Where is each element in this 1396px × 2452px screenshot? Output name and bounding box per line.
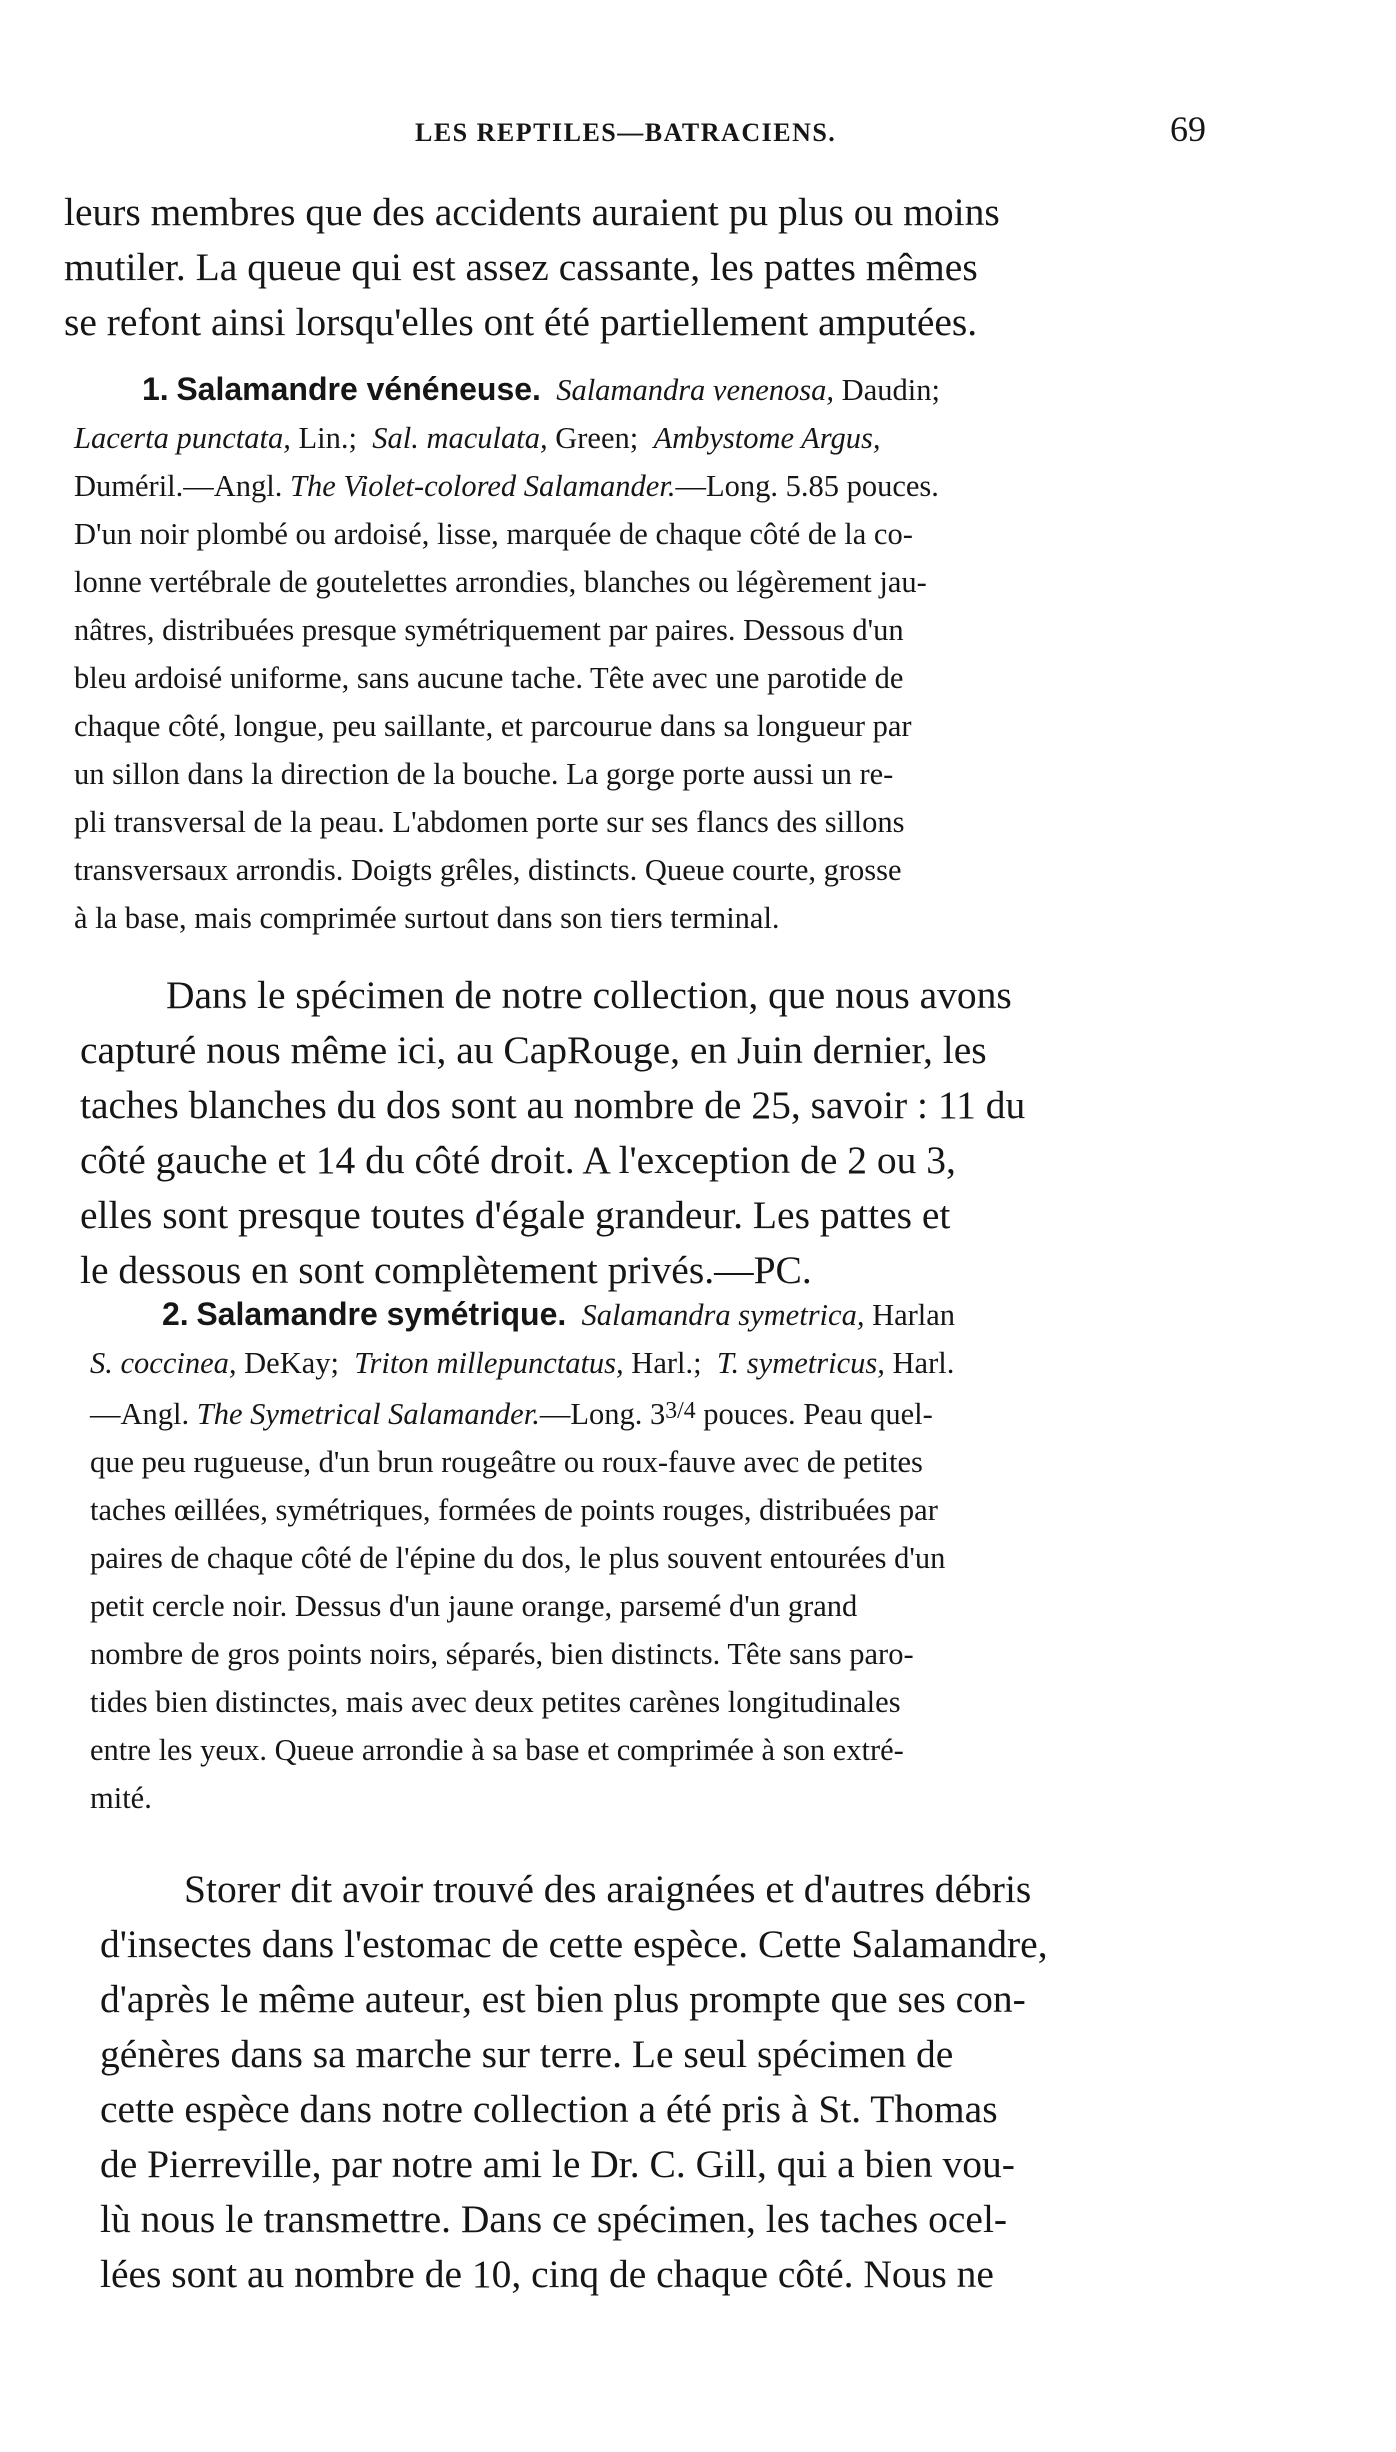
text-line: paires de chaque côté de l'épine du dos, le plus souvent entourées d'un: [90, 1540, 946, 1575]
text-line: taches blanches du dos sont au nombre de 25, savoir : 11 du: [80, 1083, 1026, 1127]
text-line: d'après le même auteur, est bien plus prompte que ses con-: [100, 1977, 1026, 2021]
text-line: un sillon dans la direction de la bouche. La gorge porte aussi un re-: [74, 757, 894, 791]
author: Lin.;: [298, 421, 357, 455]
page-number: 69: [1170, 109, 1206, 149]
scientific-name: Lacerta punctata,: [74, 421, 291, 455]
species-entry-2: [90, 1290, 955, 1822]
scientific-name: S. coccinea,: [90, 1346, 237, 1380]
text-line: génères dans sa marche sur terre. Le seul spécimen de: [100, 2032, 954, 2076]
text-line: d'insectes dans l'estomac de cette espèce. Cette Salamandre,: [100, 1922, 1048, 1966]
text-line: bleu ardoisé uniforme, sans aucune tache. Tête avec une parotide de: [74, 661, 904, 695]
text-line: transversaux arrondis. Doigts grêles, distincts. Queue courte, grosse: [74, 853, 902, 887]
text-line: tides bien distinctes, mais avec deux petites carènes longitudinales: [90, 1684, 901, 1719]
synonym-line: [90, 1339, 955, 1387]
text-line: petit cercle noir. Dessus d'un jaune orange, parsemé d'un grand: [90, 1588, 858, 1623]
text-line: lées sont au nombre de 10, cinq de chaque côté. Nous ne: [100, 2252, 994, 2296]
text-line: chaque côté, longue, peu saillante, et parcourue dans sa longueur par: [74, 709, 912, 743]
intro-paragraph: [64, 185, 1000, 350]
angl-label: —Angl.: [90, 1396, 190, 1431]
species-entry-1: [74, 365, 940, 942]
text-line: nâtres, distribuées presque symétriquement par paires. Dessous d'un: [74, 613, 904, 647]
text-line: le dessous en sont complètement privés.—PC.: [80, 1248, 812, 1292]
species-name: Salamandre symétrique.: [196, 1296, 567, 1332]
author: Harlan: [872, 1298, 956, 1332]
synonym-line: [74, 414, 940, 462]
text-line: taches œillées, symétriques, formées de points rouges, distribuées par: [90, 1492, 938, 1527]
scientific-name: Salamandra symetrica,: [581, 1298, 865, 1332]
text-line: entre les yeux. Queue arrondie à sa base et comprimée à son extré-: [90, 1732, 904, 1767]
text-line: lonne vertébrale de goutelettes arrondies, blanches ou légèrement jau-: [74, 565, 927, 599]
text-line: côté gauche et 14 du côté droit. A l'exception de 2 ou 3,: [80, 1138, 956, 1182]
text-line: lù nous le transmettre. Dans ce spécimen, les taches ocel-: [100, 2197, 1008, 2241]
scientific-name: Triton millepunctatus,: [354, 1346, 624, 1380]
english-name-line: [90, 1387, 955, 1438]
text-line: de Pierreville, par notre ami le Dr. C. Gill, qui a bien vou-: [100, 2142, 1015, 2186]
scientific-name: Sal. maculata,: [372, 421, 548, 455]
author: DeKay;: [244, 1346, 339, 1380]
english-name: The Violet-colored Salamander.: [290, 469, 676, 503]
text-line: Storer dit avoir trouvé des araignées et d'autres débris: [184, 1867, 1032, 1911]
collection-paragraph: [80, 968, 1025, 1298]
length-suffix: pouces. Peau quel-: [703, 1396, 933, 1431]
author: Harl.: [892, 1346, 955, 1380]
species-number: 1.: [142, 371, 169, 407]
author: Duméril.—Angl.: [74, 469, 283, 503]
text-line: capturé nous même ici, au CapRouge, en Juin dernier, les: [80, 1028, 987, 1072]
author: Daudin;: [841, 373, 940, 407]
species-number: 2.: [162, 1296, 189, 1332]
english-name-line: [74, 462, 940, 510]
text-line: mutiler. La queue qui est assez cassante, les pattes mêmes: [64, 245, 978, 289]
text-line: D'un noir plombé ou ardoisé, lisse, marquée de chaque côté de la co-: [74, 517, 913, 551]
length: —Long. 5.85 pouces.: [675, 469, 939, 503]
text-line: nombre de gros points noirs, séparés, bien distincts. Tête sans paro-: [90, 1636, 914, 1671]
text-line: se refont ainsi lorsqu'elles ont été partiellement amputées.: [64, 300, 978, 344]
scientific-name: Ambystome Argus,: [653, 421, 881, 455]
length-fraction: 3/4: [665, 1398, 696, 1424]
author: Harl.;: [631, 1346, 702, 1380]
text-line: Dans le spécimen de notre collection, que nous avons: [166, 973, 1012, 1017]
species-name: Salamandre vénéneuse.: [176, 371, 541, 407]
text-line: pli transversal de la peau. L'abdomen porte sur ses flancs des sillons: [74, 805, 905, 839]
species-heading-line: [74, 365, 940, 414]
author: Green;: [555, 421, 639, 455]
text-line: elles sont presque toutes d'égale grandeur. Les pattes et: [80, 1193, 951, 1237]
storer-paragraph: [100, 1862, 1048, 2302]
text-line: à la base, mais comprimée surtout dans son tiers terminal.: [74, 901, 780, 935]
running-title: LES REPTILES—BATRACIENS.: [415, 118, 837, 147]
species-heading-line: [90, 1290, 955, 1339]
text-line: mité.: [90, 1780, 152, 1815]
text-line: leurs membres que des accidents auraient pu plus ou moins: [64, 190, 1000, 234]
scientific-name: Salamandra venenosa,: [556, 373, 835, 407]
english-name: The Symetrical Salamander.: [196, 1396, 540, 1431]
scientific-name: T. symetricus,: [716, 1346, 885, 1380]
text-line: que peu rugueuse, d'un brun rougeâtre ou roux-fauve avec de petites: [90, 1444, 923, 1479]
length: —Long. 3: [539, 1396, 666, 1431]
text-line: cette espèce dans notre collection a été pris à St. Thomas: [100, 2087, 998, 2131]
